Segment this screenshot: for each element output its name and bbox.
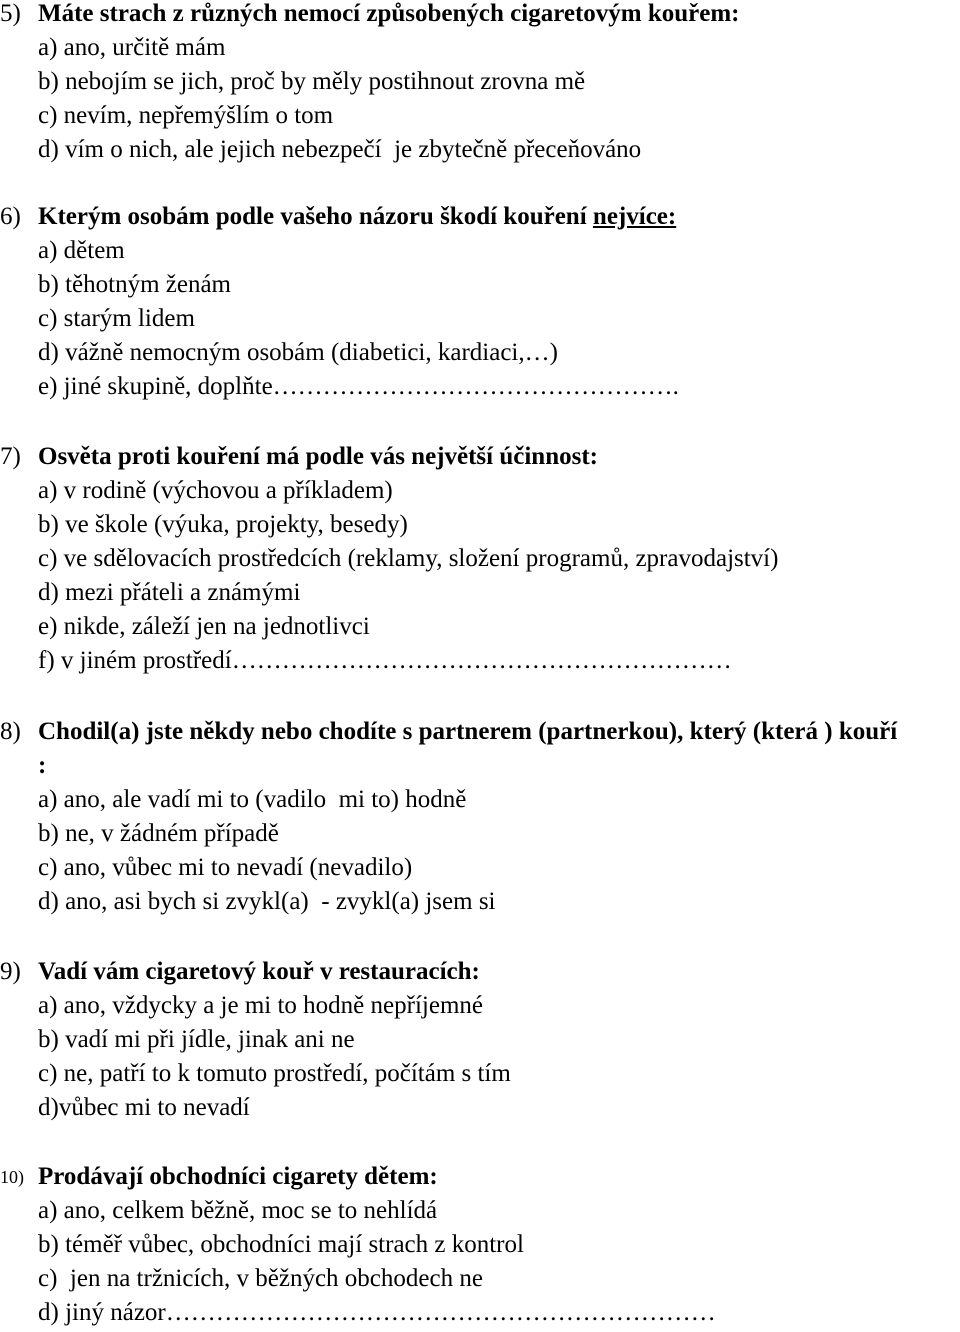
- answer-option-d-fill-in: d) jiný názor…………………………………………………………: [38, 1299, 716, 1326]
- question-heading: [0, 0, 960, 31]
- question-7: [0, 440, 960, 678]
- answer-option-e-fill-in: e) jiné skupině, doplňte………………………………………….: [38, 373, 679, 400]
- question-heading: [0, 200, 960, 234]
- question-text: Máte strach z různých nemocí způsobených cigaretovým kouřem:: [38, 0, 740, 27]
- question-number: 9): [0, 958, 21, 985]
- answer-option-b: b) vadí mi při jídle, jinak ani ne: [38, 1026, 355, 1053]
- answer-option-f-fill-in: f) v jiném prostředí……………………………………………………: [38, 647, 732, 674]
- question-text: Vadí vám cigaretový kouř v restauracích:: [38, 958, 480, 985]
- question-text: Osvěta proti kouření má podle vás největší účinnost:: [38, 443, 598, 470]
- question-text: Chodil(a) jste někdy nebo chodíte s partnerem (partnerkou), který (která ) kouří :: [38, 718, 898, 779]
- answer-option-d: d) vím o nich, ale jejich nebezpečí je zbytečně přeceňováno: [38, 136, 642, 163]
- answer-option-b: b) ve škole (výuka, projekty, besedy): [38, 511, 408, 538]
- answer-option-c: c) starým lidem: [38, 305, 195, 332]
- answer-option-b: b) téměř vůbec, obchodníci mají strach z kontrol: [38, 1231, 524, 1258]
- answer-option-d: d) mezi přáteli a známými: [38, 579, 301, 606]
- question-heading: [0, 440, 960, 474]
- answer-option-b: b) ne, v žádném případě: [38, 820, 279, 847]
- question-heading: [0, 1160, 960, 1194]
- answer-option-c: c) jen na tržnicích, v běžných obchodech ne: [38, 1265, 483, 1292]
- answer-option-a: a) ano, ale vadí mi to (vadilo mi to) hodně: [38, 786, 467, 813]
- question-text-emphasis: nejvíce:: [592, 203, 677, 230]
- answer-option-c: c) ve sdělovacích prostředcích (reklamy, složení programů, zpravodajství): [38, 545, 779, 572]
- answer-option-d: d)vůbec mi to nevadí: [38, 1094, 250, 1121]
- answer-option-d: d) vážně nemocným osobám (diabetici, kardiaci,…): [38, 339, 558, 366]
- question-5: [0, 0, 960, 167]
- question-number: 10): [0, 1167, 24, 1187]
- answer-option-c: c) nevím, nepřemýšlím o tom: [38, 102, 334, 129]
- answer-option-a: a) ano, vždycky a je mi to hodně nepříjemné: [38, 992, 483, 1019]
- question-heading: [0, 715, 898, 783]
- question-number: 6): [0, 203, 21, 230]
- question-9: [0, 955, 960, 1125]
- question-6: [0, 200, 960, 404]
- answer-option-a: a) ano, celkem běžně, moc se to nehlídá: [38, 1197, 438, 1224]
- question-heading: [0, 955, 960, 989]
- answer-option-c: c) ne, patří to k tomuto prostředí, počítám s tím: [38, 1060, 511, 1087]
- answer-option-e: e) nikde, záleží jen na jednotlivci: [38, 613, 370, 640]
- answer-option-a: a) dětem: [38, 237, 125, 264]
- question-10: [0, 1160, 960, 1330]
- answer-option-d: d) ano, asi bych si zvykl(a) - zvykl(a) jsem si: [38, 888, 496, 915]
- answer-option-b: b) těhotným ženám: [38, 271, 231, 298]
- question-8: [0, 715, 960, 919]
- answer-option-a: a) ano, určitě mám: [38, 34, 226, 61]
- question-number: 7): [0, 443, 21, 470]
- question-number: 8): [0, 718, 21, 745]
- question-number: 5): [0, 0, 21, 27]
- question-text: Prodávají obchodníci cigarety dětem:: [38, 1163, 438, 1190]
- answer-option-a: a) v rodině (výchovou a příkladem): [38, 477, 393, 504]
- answer-option-c: c) ano, vůbec mi to nevadí (nevadilo): [38, 854, 413, 881]
- question-text: Kterým osobám podle vašeho názoru škodí kouření: [38, 203, 593, 230]
- answer-option-b: b) nebojím se jich, proč by měly postihnout zrovna mě: [38, 68, 586, 95]
